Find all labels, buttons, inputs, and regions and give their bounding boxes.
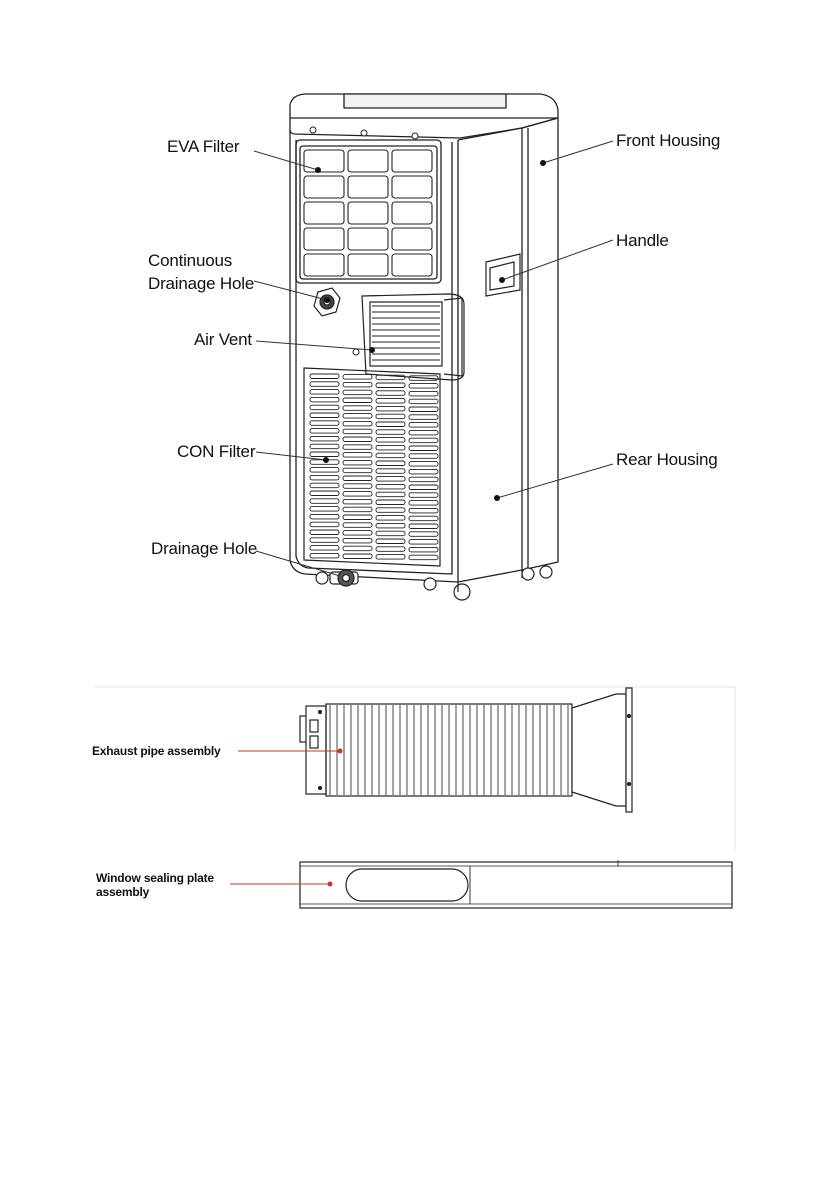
- sealing-plate-window-opening: [346, 869, 468, 901]
- label-drainage-hole: Drainage Hole: [151, 539, 258, 558]
- hose-corrugations: [330, 705, 568, 795]
- label-air-vent: Air Vent: [194, 330, 252, 349]
- window-sealing-plate: [300, 860, 732, 908]
- label-front-housing: Front Housing: [616, 131, 721, 150]
- label-con-filter: CON Filter: [177, 442, 256, 461]
- label-continuous-drainage-hole: Continuous Drainage Hole: [148, 251, 255, 293]
- label-exhaust-pipe-assembly: Exhaust pipe assembly: [92, 744, 221, 758]
- label-handle: Handle: [616, 231, 669, 250]
- exhaust-pipe-connector: [300, 706, 326, 794]
- label-rear-housing: Rear Housing: [616, 450, 718, 469]
- window-adapter-nozzle: [572, 688, 632, 812]
- label-eva-filter: EVA Filter: [167, 137, 240, 156]
- label-window-sealing-plate-assembly: Window sealing plate assembly: [96, 871, 214, 899]
